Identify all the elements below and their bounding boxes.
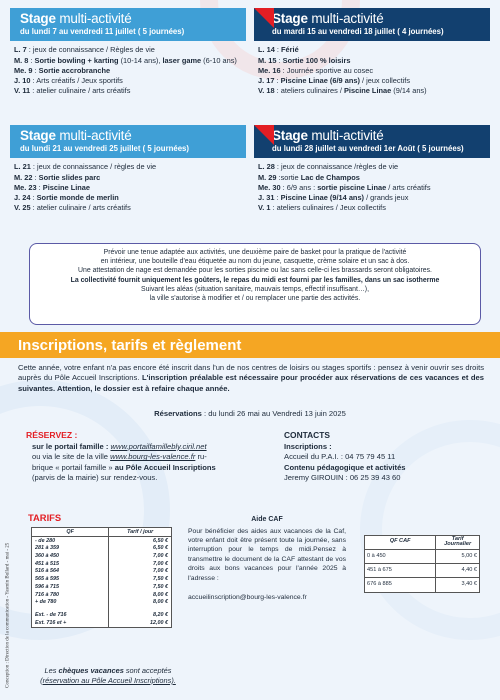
activity-line: J. 10 : Arts créatifs / Jeux sportifs (14, 76, 123, 86)
notice-line: en intérieur, une bouteille d'eau étiquetée au nom du jeune, casquette, crème solaire et un sac à dos. (100, 258, 410, 266)
activity-line: Me. 16 : Journée sportive au cosec (258, 65, 374, 75)
reservez-title: RÉSERVEZ : (26, 430, 78, 440)
red-corner-mark (254, 8, 274, 28)
caf-text: Pour bénéficier des aides aux vacances de la Caf, votre enfant doit être présent toute la journée, sans interruption pour le temps de midi.Pensez à transmettre le document de la CAF attestant de vos droits aux bons vacances pour l'année 2025 à l'adresse : (188, 527, 346, 582)
activity-line: L. 7 : jeux de connaissance / Règles de vie (14, 45, 155, 55)
table-row: 451 à 675 4,40 € (365, 564, 480, 578)
stage-dates: du lundi 28 juillet au vendredi 1er Août ( 5 journées) (272, 144, 464, 154)
activity-line: V. 25 : atelier culinaire / arts créatifs (14, 203, 131, 213)
intro-paragraph: Cette année, votre enfant n'a pas encore été inscrit dans l'un de nos centres de loisirs ou stages sportifs : pensez à venir ouvrir ses droits auprès du Pôle Accueil Inscriptions. L'inscription préalable est nécessaire pour procéder aux réservations de ces vacances et des suivantes. Attention, le dossier est à refaire chaque année. (18, 363, 484, 393)
table-row: 716 à 780 8,00 € (32, 591, 172, 599)
stage-activities-1 (10, 41, 246, 96)
activity-line: L. 21 : jeux de connaissance / règles de vie (14, 162, 157, 172)
caf-tarif-table: QF CAF Tarif Journalier 0 à 450 5,00 € 451 à 675 4,40 € 676 à 885 3,40 € (364, 535, 480, 593)
caf-title: Aide CAF (251, 516, 283, 523)
activity-line: Me. 9 : Sortie accrobranche (14, 65, 111, 75)
activity-line: J. 31 : Piscine Linae (9/14 ans) / grands jeux (258, 193, 409, 203)
activity-line: M. 22 : Sortie slides parc (14, 172, 101, 182)
stage-panel-4 (254, 125, 490, 214)
table-row: 676 à 885 3,40 € (365, 578, 480, 592)
activity-line: V. 18 : ateliers culinaires / Piscine Linae (9/14 ans) (258, 86, 427, 96)
stage-activities-3 (10, 158, 246, 213)
reservations-period: Réservations : du lundi 26 mai au Vendredi 13 juin 2025 (154, 409, 346, 418)
activity-line: Me. 23 : Piscine Linae (14, 182, 91, 192)
notice-line-bold: La collectivité fournit uniquement les goûters, le repas du midi est fourni par les familles, dans un sac isotherme (70, 276, 440, 284)
stage-panel-3 (10, 125, 246, 214)
table-row: 565 à 595 7,50 € (32, 576, 172, 584)
stage-title: Stage multi-activité (272, 11, 384, 26)
contacts-title: CONTACTS (284, 430, 330, 440)
activity-line: V. 11 : atelier culinaire / arts créatifs (14, 86, 131, 96)
table-row: 0 à 450 5,00 € (365, 549, 480, 563)
activity-line: L. 14 : Férié (258, 45, 299, 55)
tarifs-title: TARIFS (28, 512, 62, 523)
notice-line: Prévoir une tenue adaptée aux activités, une deuxième paire de basket pour la pratique de l'activité (103, 249, 407, 256)
activity-line: J. 17 : Piscine Linae (6/9 ans) / jeux collectifs (258, 76, 411, 86)
stage-title: Stage multi-activité (272, 128, 384, 143)
tarifs-table: QF Tarif / jour - de 280 6,50 € 281 à 359 6,50 € 360 à 450 7,00 € 451 à 515 7,00 € 516 à 564 7,00 € 565 à 595 7,50 € 596 à 715 7,50 € 716 à 780 8,00 € + de 780 8,00 € Ext. - de 716 8,20 € Ext. 716 et + 12,00 € (31, 527, 172, 628)
activity-line: M. 8 : Sortie bowling + karting (10-14 ans), laser game (6-10 ans) (14, 55, 237, 65)
stage-activities-4 (254, 158, 490, 213)
section-banner: Inscriptions, tarifs et règlement (0, 332, 500, 358)
table-row: Ext. - de 716 8,20 € (32, 612, 172, 620)
stage-panel-1 (10, 8, 246, 97)
table-row: 360 à 450 7,00 € (32, 553, 172, 561)
notice-line: la ville s'autorise à modifier et / ou remplacer une partie des activités. (149, 294, 361, 302)
activity-line: Me. 30 : 6/9 ans : sortie piscine Linae / arts créatifs (258, 182, 431, 192)
stage-header-1 (10, 8, 246, 41)
red-corner-mark (254, 125, 274, 145)
stage-activities-2 (254, 41, 490, 96)
table-row: - de 280 6,50 € (32, 537, 172, 545)
stage-header-4 (254, 125, 490, 158)
city-site-link[interactable]: www.bourg-les-valence.fr (110, 452, 196, 462)
stage-dates: du mardi 15 au vendredi 18 juillet ( 4 journées) (272, 27, 444, 37)
table-row: 596 à 715 7,50 € (32, 584, 172, 592)
stage-header-3 (10, 125, 246, 158)
portail-famille-link[interactable]: www.portailfamillebly.ciril.net (110, 441, 207, 451)
stage-title: Stage multi-activité (20, 128, 132, 143)
contacts-block: CONTACTS Inscriptions : Accueil du P.A.I. : 04 75 79 45 11 Contenu pédagogique et activités Jeremy GIROUIN : 06 25 39 43 60 (284, 430, 484, 483)
caf-email-link[interactable]: accueilinscription@bourg-les-valence.fr (188, 593, 307, 601)
activity-line: M. 15 : Sortie 100 % loisirs (258, 55, 351, 65)
design-credit: Conception : Direction de la communication - Yasmin Bullard - mai - 25 (5, 542, 11, 688)
stage-title: Stage multi-activité (20, 11, 132, 26)
stage-dates: du lundi 7 au vendredi 11 juillet ( 5 journées) (20, 27, 185, 37)
cheques-vacances-note: Les chèques vacances sont acceptés (réservation au Pôle Accueil Inscriptions). (40, 666, 176, 685)
table-row: Ext. 716 et + 12,00 € (32, 620, 172, 628)
stage-dates: du lundi 21 au vendredi 25 juillet ( 5 journées) (20, 144, 189, 154)
activity-line: V. 1 : ateliers culinaires / Jeux collectifs (258, 203, 386, 213)
table-row: + de 780 8,00 € (32, 599, 172, 607)
notice-line: Suivant les aléas (situation sanitaire, mauvais temps, effectif insuffisant…), (140, 285, 369, 293)
activity-line: L. 28 : jeux de connaissance /règles de vie (258, 162, 399, 172)
caf-block (188, 515, 346, 602)
stage-header-2 (254, 8, 490, 41)
activity-line: J. 24 : Sortie monde de merlin (14, 193, 119, 203)
notice-line: Une attestation de nage est demandée pour les sorties piscine ou lac sans celle-ci les brassards seront obligatoires. (78, 267, 432, 275)
table-row: 516 à 564 7,00 € (32, 568, 172, 576)
reservez-block: RÉSERVEZ : sur le portail famille : www.portailfamillebly.ciril.net ou via le site de la ville www.bourg-les-valence.fr ru- brique « portail famille » au Pôle Accueil Inscriptions (parvis de la mairie) sur rendez-vous. (26, 430, 266, 484)
table-row: 281 à 359 6,50 € (32, 545, 172, 553)
stage-panel-2 (254, 8, 490, 97)
activity-line: M. 29 :sortie Lac de Champos (258, 172, 360, 182)
table-row: 451 à 515 7,00 € (32, 560, 172, 568)
equipment-notice (29, 243, 481, 325)
